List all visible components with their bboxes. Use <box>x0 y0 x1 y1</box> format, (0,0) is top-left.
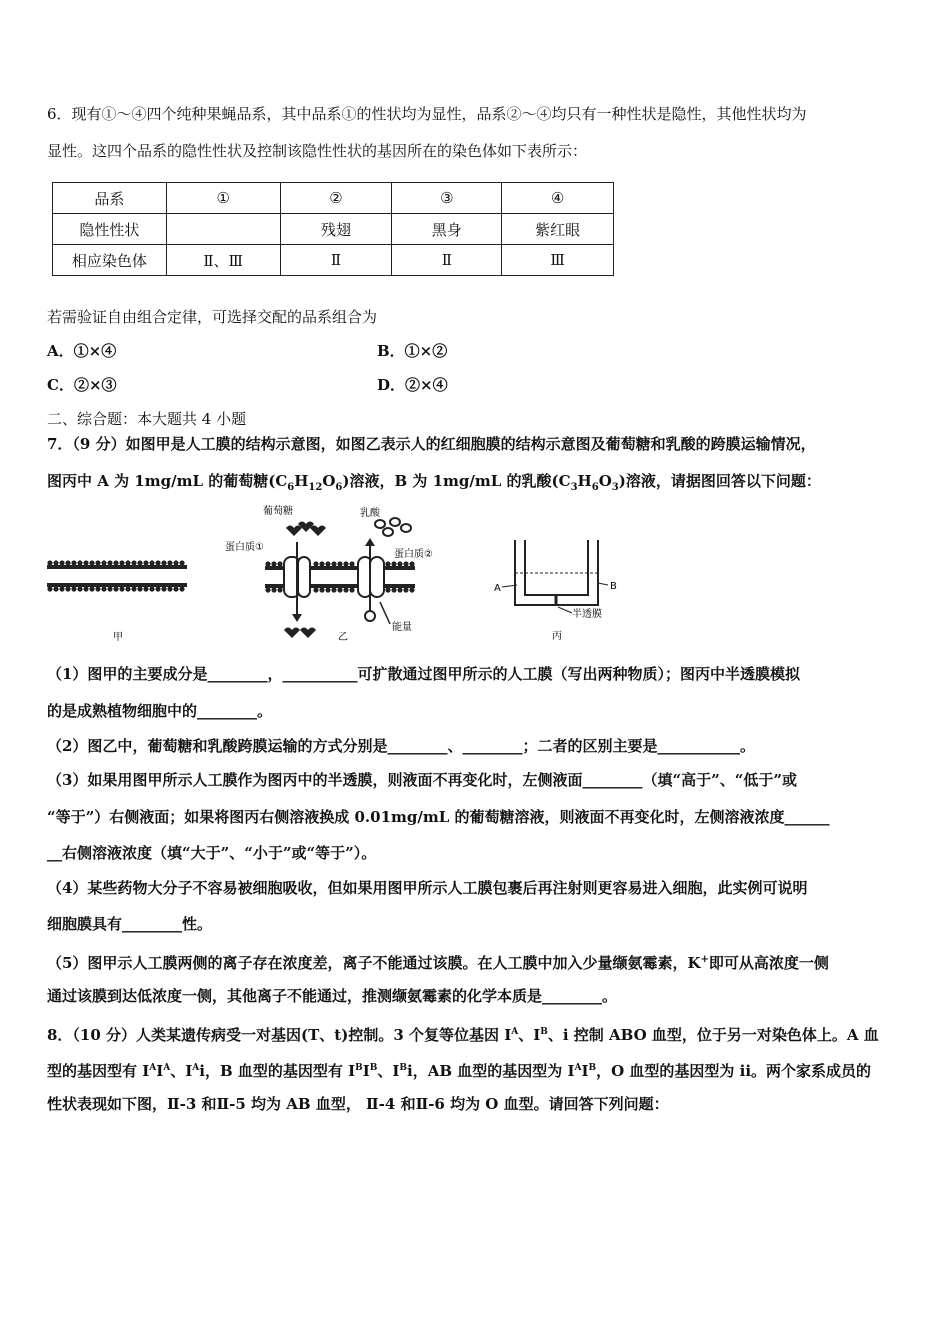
label-b: B <box>610 581 617 592</box>
phospholipid-head <box>71 586 76 591</box>
phospholipid-head <box>101 560 106 565</box>
phospholipid-head <box>325 561 330 566</box>
glucose-molecules-inside <box>284 628 316 639</box>
u-tube-figure-bing <box>480 535 640 645</box>
table-row <box>53 245 614 276</box>
subscript: 3 <box>570 482 578 493</box>
phospholipid-head <box>119 586 124 591</box>
q6-question: 若需验证自由组合定律，可选择交配的品系组合为 <box>47 308 378 326</box>
table-cell: Ⅱ <box>280 245 392 276</box>
phospholipid-head <box>59 586 64 591</box>
q7-part5-a-pre: （5）图甲示人工膜两侧的离子存在浓度差，离子不能通过该膜。在人工膜中加入少量缬氨霉素，K <box>47 954 701 972</box>
phospholipid-head <box>59 560 64 565</box>
phospholipid-head <box>149 586 154 591</box>
phospholipid-head <box>53 586 58 591</box>
text-part: i，AB 血型的基因型为 I <box>407 1062 575 1080</box>
superscript: B <box>540 1027 548 1037</box>
phospholipid-head <box>313 561 318 566</box>
lactic-label: 乳酸 <box>360 508 380 519</box>
phospholipid-head <box>77 586 82 591</box>
q7-part2: （2）图乙中，葡萄糖和乳酸跨膜运输的方式分别是________、________；二者的区别主要是___________。 <box>47 737 755 755</box>
formula-part: O <box>322 472 336 490</box>
q8-line1-pre: 8．（10 分）人类某遗传病受一对基因(T、t)控制。3 个复等位基因 I <box>47 1026 512 1044</box>
phospholipid-head <box>47 586 52 591</box>
option-b: B．①×② <box>377 342 448 360</box>
phospholipid-head <box>271 587 276 592</box>
phospholipid-head <box>65 586 70 591</box>
protein2-label: 蛋白质② <box>394 549 433 560</box>
q7-part5-b: 通过该膜到达低浓度一侧，其他离子不能通过，推测缬氨霉素的化学本质是________。 <box>47 987 618 1005</box>
phospholipid-head <box>137 560 142 565</box>
q7-part1-a: （1）图甲的主要成分是________，__________可扩散通过图甲所示的人工膜（写出两种物质）；图丙中半透膜模拟 <box>47 665 800 683</box>
table-cell <box>166 214 280 245</box>
table-cell: 残翅 <box>280 214 392 245</box>
text-part: 、I <box>170 1062 193 1080</box>
formula-part: H <box>294 472 309 490</box>
table-cell: 相应染色体 <box>53 245 167 276</box>
phospholipid-head <box>95 560 100 565</box>
phospholipid-head <box>271 561 276 566</box>
q7-line1: 7．（9 分）如图甲是人工膜的结构示意图，如图乙表示人的红细胞膜的结构示意图及葡萄糖和乳酸的跨膜运输情况， <box>47 435 816 453</box>
phospholipid-head <box>161 560 166 565</box>
superscript: + <box>700 954 709 965</box>
section-heading: 二、综合题：本大题共 4 小题 <box>47 410 247 428</box>
phospholipid-head <box>319 561 324 566</box>
table-cell: Ⅱ、Ⅲ <box>166 245 280 276</box>
phospholipid-head <box>83 560 88 565</box>
option-d: D．②×④ <box>377 376 448 394</box>
table-cell: Ⅱ <box>392 245 502 276</box>
phospholipid-head <box>149 560 154 565</box>
membrane-figure-yi <box>220 502 450 642</box>
formula-part: H <box>577 472 592 490</box>
q7-line2 <box>47 471 905 498</box>
energy-label: 能量 <box>392 622 412 633</box>
figure-label-jia: 甲 <box>113 632 123 643</box>
subscript: 3 <box>611 482 619 493</box>
phospholipid-head <box>143 586 148 591</box>
carrier-protein-1 <box>284 542 310 622</box>
phospholipid-head <box>179 586 184 591</box>
phospholipid-head <box>173 586 178 591</box>
q6-line2: 显性。这四个品系的隐性性状及控制该隐性性状的基因所在的染色体如下表所示： <box>47 142 588 160</box>
q7-part1-b: 的是成熟植物细胞中的________。 <box>47 702 273 720</box>
phospholipid-heads <box>47 560 184 591</box>
phospholipid-head <box>397 587 402 592</box>
phospholipid-head <box>107 586 112 591</box>
superscript: A <box>149 1063 157 1073</box>
glucose-molecules <box>286 522 326 537</box>
phospholipid-head <box>71 560 76 565</box>
superscript: B <box>369 1063 378 1073</box>
phospholipid-head <box>47 560 52 565</box>
phospholipid-head <box>83 586 88 591</box>
lipid-bilayer <box>47 565 187 587</box>
superscript: B <box>355 1063 363 1073</box>
subscript: 12 <box>308 482 323 493</box>
phospholipid-head <box>131 560 136 565</box>
table-row <box>53 183 614 214</box>
label-a: A <box>494 583 501 594</box>
phospholipid-head <box>337 561 342 566</box>
table-cell: Ⅲ <box>502 245 614 276</box>
phospholipid-head <box>155 586 160 591</box>
figure-label-yi: 乙 <box>338 632 348 642</box>
phospholipid-head <box>319 587 324 592</box>
phospholipid-head <box>95 586 100 591</box>
phospholipid-head <box>403 561 408 566</box>
phospholipid-head <box>113 560 118 565</box>
table-cell: ③ <box>392 183 502 214</box>
text-part: i，B 血型的基因型有 I <box>199 1062 356 1080</box>
q7-part3-a: （3）如果用图甲所示人工膜作为图丙中的半透膜，则液面不再变化时，左侧液面________（填“高于”、“低于”或 <box>47 771 797 789</box>
phospholipid-head <box>143 560 148 565</box>
phospholipid-head <box>277 587 282 592</box>
q8-line1 <box>47 1022 905 1045</box>
phospholipid-head <box>173 560 178 565</box>
phospholipid-head <box>167 586 172 591</box>
q7-part5-a-post: 即可从高浓度一侧 <box>708 954 829 972</box>
carrier-protein-2 <box>358 538 390 624</box>
text-part: ，O 血型的基因型为 ii。两个家系成员的 <box>596 1062 872 1080</box>
q8-line2 <box>47 1058 905 1081</box>
superscript: A <box>192 1063 200 1073</box>
phospholipid-head <box>343 587 348 592</box>
superscript: B <box>399 1063 407 1073</box>
subscript: 6 <box>335 482 343 493</box>
q7-line2-pre: 图丙中 A 为 1mg/mL 的葡萄糖(C <box>47 472 288 490</box>
text-part: I <box>156 1062 164 1080</box>
phospholipid-head <box>119 560 124 565</box>
text-part: 、I <box>377 1062 400 1080</box>
phospholipid-head <box>391 561 396 566</box>
phospholipid-head <box>113 586 118 591</box>
phospholipid-head <box>89 560 94 565</box>
table-cell: 紫红眼 <box>502 214 614 245</box>
phospholipid-head <box>391 587 396 592</box>
phospholipid-head <box>313 587 318 592</box>
strain-table <box>52 182 614 276</box>
q6-line1: 6．现有①～④四个纯种果蝇品系，其中品系①的性状均为显性，品系②～④均只有一种性状是隐性，其他性状均为 <box>47 105 807 123</box>
phospholipid-head <box>89 586 94 591</box>
option-c: C．②×③ <box>47 376 117 394</box>
phospholipid-head <box>179 560 184 565</box>
q8-line3: 性状表现如下图，Ⅱ-3 和Ⅱ-5 均为 AB 血型， Ⅱ-4 和Ⅱ-6 均为 O 血型。请回答下列问题： <box>47 1095 669 1113</box>
q7-part3-b: “等于”）右侧液面；如果将图丙右侧溶液换成 0.01mg/mL 的葡萄糖溶液，则液面不再变化时，左侧溶液浓度______ <box>47 808 830 826</box>
q8-line1-post: 、i 控制 ABO 血型，位于另一对染色体上。A 血 <box>547 1026 879 1044</box>
phospholipid-head <box>65 560 70 565</box>
phospholipid-head <box>161 586 166 591</box>
option-a: A．①×④ <box>47 342 117 360</box>
phospholipid-head <box>131 586 136 591</box>
lactic-molecules <box>375 518 411 536</box>
q7-line2-post: )溶液，请据图回答以下问题： <box>618 472 821 490</box>
phospholipid-head <box>265 561 270 566</box>
phospholipid-head <box>403 587 408 592</box>
text-part: I <box>362 1062 370 1080</box>
formula-part: O <box>598 472 612 490</box>
q7-part4-b: 细胞膜具有________性。 <box>47 915 213 933</box>
phospholipid-head <box>331 561 336 566</box>
superscript: B <box>588 1063 597 1073</box>
glucose-label: 葡萄糖 <box>263 506 293 517</box>
q7-part4-a: （4）某些药物大分子不容易被细胞吸收，但如果用图甲所示人工膜包裹后再注射则更容易进入细胞，此实例可说明 <box>47 879 808 897</box>
table-cell: ① <box>166 183 280 214</box>
superscript: A <box>511 1027 519 1037</box>
q7-part3-c: __右侧溶液浓度（填“大于”、“小于”或“等于”）。 <box>47 844 377 862</box>
membrane-label: 半透膜 <box>572 609 602 620</box>
phospholipid-head <box>349 587 354 592</box>
phospholipid-head <box>277 561 282 566</box>
superscript: A <box>574 1063 582 1073</box>
superscript: A <box>163 1063 171 1073</box>
text-part: 型的基因型有 I <box>47 1062 150 1080</box>
phospholipid-head <box>137 586 142 591</box>
q7-part5-a <box>47 950 905 973</box>
phospholipid-head <box>397 561 402 566</box>
phospholipid-head <box>409 561 414 566</box>
protein1-label: 蛋白质① <box>225 542 264 553</box>
table-cell: 品系 <box>53 183 167 214</box>
subscript: 6 <box>287 482 295 493</box>
phospholipid-head <box>125 586 130 591</box>
phospholipid-head <box>385 561 390 566</box>
phospholipid-head <box>167 560 172 565</box>
phospholipid-head <box>265 587 270 592</box>
phospholipid-head <box>53 560 58 565</box>
q8-line1-mid: 、I <box>518 1026 541 1044</box>
table-cell: 隐性性状 <box>53 214 167 245</box>
phospholipid-head <box>77 560 82 565</box>
phospholipid-head <box>349 561 354 566</box>
figure-label-bing: 丙 <box>552 631 562 642</box>
table-cell: 黑身 <box>392 214 502 245</box>
table-cell: ② <box>280 183 392 214</box>
phospholipid-head <box>385 587 390 592</box>
phospholipid-head <box>107 560 112 565</box>
phospholipid-head <box>331 587 336 592</box>
phospholipid-head <box>325 587 330 592</box>
phospholipid-head <box>409 587 414 592</box>
table-row <box>53 214 614 245</box>
q7-line2-mid: )溶液，B 为 1mg/mL 的乳酸(C <box>342 472 571 490</box>
phospholipid-head <box>125 560 130 565</box>
phospholipid-head <box>155 560 160 565</box>
text-part: I <box>581 1062 589 1080</box>
phospholipid-head <box>101 586 106 591</box>
membrane-figure-jia <box>45 555 195 645</box>
phospholipid-head <box>337 587 342 592</box>
table-cell: ④ <box>502 183 614 214</box>
subscript: 6 <box>591 482 599 493</box>
phospholipid-head <box>343 561 348 566</box>
